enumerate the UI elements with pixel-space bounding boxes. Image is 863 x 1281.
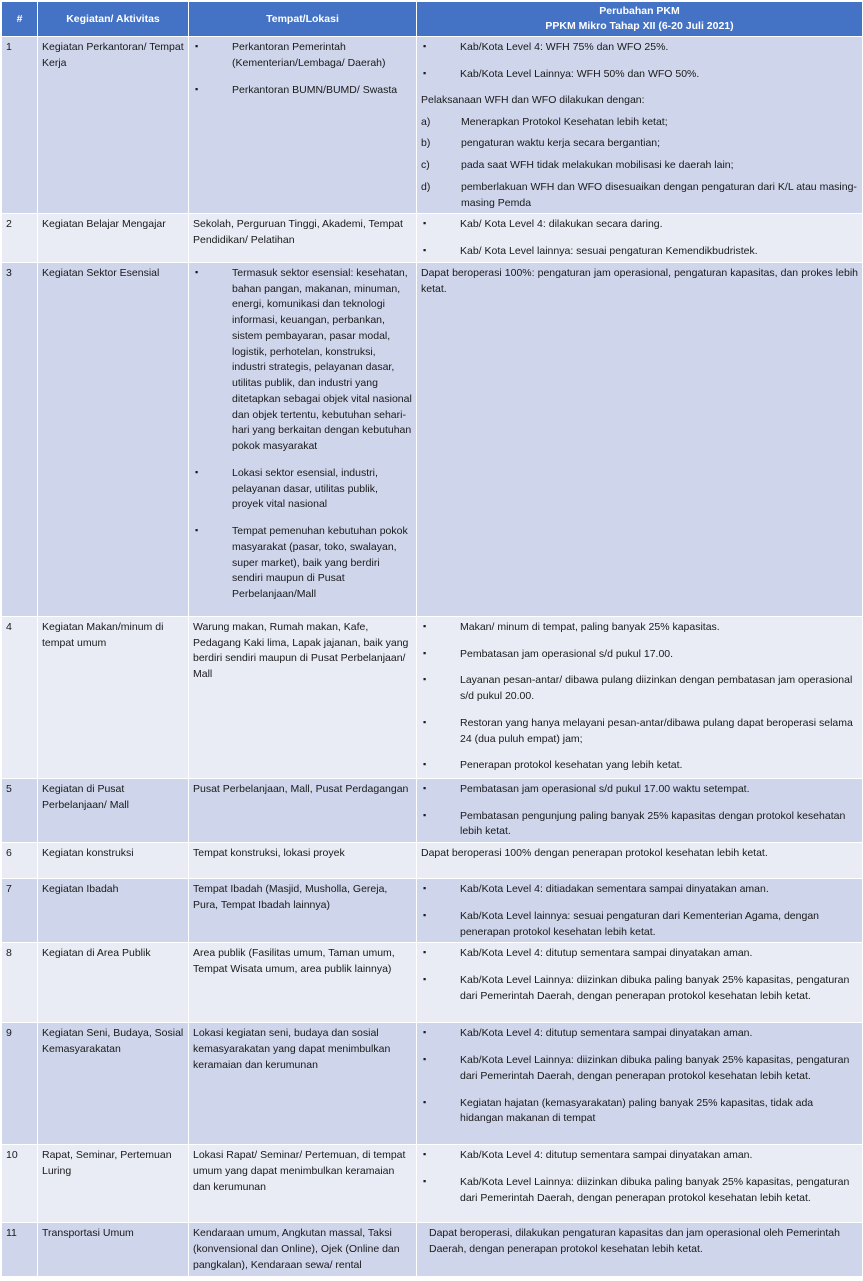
row-change xyxy=(417,616,863,778)
change-text: Dapat beroperasi, dilakukan pengaturan kapasitas dan jam operasional oleh Pemerintah Daerah, dengan penerapan protokol kesehatan lebih ketat. xyxy=(429,1227,840,1256)
table-row xyxy=(2,879,863,943)
row-place: Tempat konstruksi, lokasi proyek xyxy=(189,843,417,879)
lettered-text: pada saat WFH tidak melakukan mobilisasi ke daerah lain; xyxy=(461,159,734,172)
row-place: Warung makan, Rumah makan, Kafe, Pedagang Kaki lima, Lapak jajanan, baik yang berdiri sendiri maupun di Pusat Perbelanjaan/ Mall xyxy=(189,616,417,778)
change-item: ▪ Pembatasan jam operasional s/d pukul 17.00. xyxy=(421,647,858,663)
place-item: ▪ Tempat pemenuhan kebutuhan pokok masyarakat (pasar, toko, swalayan, super market), baik yang berdiri sendiri maupun di Pusat Perbelanjaan/Mall xyxy=(193,524,412,603)
change-item: ▪ Makan/ minum di tempat, paling banyak 25% kapasitas. xyxy=(421,620,858,636)
row-activity: Kegiatan Ibadah xyxy=(38,879,189,943)
table-row xyxy=(2,1023,863,1145)
row-activity: Kegiatan konstruksi xyxy=(38,843,189,879)
row-activity: Kegiatan Belajar Mengajar xyxy=(38,214,189,263)
row-number: 8 xyxy=(2,943,38,1023)
lettered-text: Menerapkan Protokol Kesehatan lebih ketat; xyxy=(461,115,668,128)
row-activity: Transportasi Umum xyxy=(38,1223,189,1276)
row-change xyxy=(417,943,863,1023)
row-change xyxy=(417,778,863,842)
change-item: ▪ Kab/Kota Level 4: ditutup sementara sampai dinyatakan aman. xyxy=(421,946,858,962)
table-row xyxy=(2,262,863,616)
change-item: ▪ Kab/Kota Level lainnya: sesuai pengaturan dari Kementerian Agama, dengan penerapan protokol kesehatan lebih ketat. xyxy=(421,909,858,941)
row-number: 1 xyxy=(2,37,38,214)
row-change xyxy=(417,1023,863,1145)
lettered-marker: c) xyxy=(421,159,430,172)
row-number: 4 xyxy=(2,616,38,778)
row-number: 3 xyxy=(2,262,38,616)
lettered-marker: a) xyxy=(421,115,431,128)
row-places xyxy=(189,37,417,214)
lettered-item xyxy=(421,136,858,152)
row-number: 11 xyxy=(2,1223,38,1276)
lettered-text: pengaturan waktu kerja secara bergantian; xyxy=(461,137,661,150)
header-change-line1: Perubahan PKM xyxy=(599,5,680,17)
change-item: ▪ Kab/Kota Level 4: ditutup sementara sampai dinyatakan aman. xyxy=(421,1026,858,1042)
row-number: 5 xyxy=(2,778,38,842)
lettered-text: pemberlakuan WFH dan WFO disesuaikan dengan pengaturan dari K/L atau masing-masing Pemda xyxy=(461,180,857,209)
ppkm-rules-table xyxy=(1,1,863,1277)
header-place: Tempat/Lokasi xyxy=(189,2,417,37)
change-item: ▪ Kab/Kota Level 4: ditutup sementara sampai dinyatakan aman. xyxy=(421,1148,858,1164)
place-item: ▪ Termasuk sektor esensial: kesehatan, bahan pangan, makanan, minuman, energi, komunikasi dan teknologi informasi, keuangan, perbankan, sistem pembayaran, pasar modal, logistik, perhotelan, konstruksi, industri strategis, pelayanan dasar, utilitas publik, dan industri yang ditetapkan sebagai objek vital nasional dan objek tertentu, kebutuhan sehari-hari yang berkaitan dengan kebutuhan pokok masyarakat xyxy=(193,266,412,455)
change-item: ▪ Kegiatan hajatan (kemasyarakatan) paling banyak 25% kapasitas, tidak ada hidangan makanan di tempat xyxy=(421,1096,858,1128)
row-change xyxy=(417,1145,863,1223)
change-item: ▪ Pembatasan pengunjung paling banyak 25% kapasitas dengan protokol kesehatan lebih ketat. xyxy=(421,809,858,841)
row-place: Lokasi kegiatan seni, budaya dan sosial kemasyarakatan yang dapat menimbulkan keramaian dan kerumunan xyxy=(189,1023,417,1145)
row-activity: Rapat, Seminar, Pertemuan Luring xyxy=(38,1145,189,1223)
change-item: ▪ Kab/Kota Level 4: ditiadakan sementara sampai dinyatakan aman. xyxy=(421,882,858,898)
table-row xyxy=(2,1223,863,1276)
change-item: ▪ Kab/Kota Level Lainnya: diizinkan dibuka paling banyak 25% kapasitas, pengaturan dari Pemerintah Daerah, dengan penerapan protokol kesehatan lebih ketat. xyxy=(421,1053,858,1085)
place-item: ▪ Perkantoran BUMN/BUMD/ Swasta xyxy=(193,83,412,99)
change-item: ▪ Kab/ Kota Level lainnya: sesuai pengaturan Kemendikbudristek. xyxy=(421,244,858,260)
lettered-item xyxy=(421,158,858,174)
place-item: ▪ Perkantoran Pemerintah (Kementerian/Lembaga/ Daerah) xyxy=(193,40,412,72)
row-activity: Kegiatan Seni, Budaya, Sosial Kemasyarakatan xyxy=(38,1023,189,1145)
change-item: ▪ Kab/Kota Level Lainnya: diizinkan dibuka paling banyak 25% kapasitas, pengaturan dari Pemerintah Daerah, dengan penerapan protokol kesehatan lebih ketat. xyxy=(421,973,858,1005)
row-change xyxy=(417,879,863,943)
change-text: Dapat beroperasi 100%: pengaturan jam operasional, pengaturan kapasitas, dan prokes lebih ketat. xyxy=(421,266,858,295)
table-row xyxy=(2,943,863,1023)
change-text: Dapat beroperasi 100% dengan penerapan protokol kesehatan lebih ketat. xyxy=(421,847,768,860)
change-item: ▪ Kab/ Kota Level 4: dilakukan secara daring. xyxy=(421,217,858,233)
change-item: ▪ Kab/Kota Level Lainnya: WFH 50% dan WFO 50%. xyxy=(421,67,858,83)
row-place: Tempat Ibadah (Masjid, Musholla, Gereja, Pura, Tempat Ibadah lainnya) xyxy=(189,879,417,943)
row-place: Area publik (Fasilitas umum, Taman umum, Tempat Wisata umum, area publik lainnya) xyxy=(189,943,417,1023)
change-item: ▪ Kab/Kota Level 4: WFH 75% dan WFO 25%. xyxy=(421,40,858,56)
row-change xyxy=(417,262,863,616)
row-number: 7 xyxy=(2,879,38,943)
lettered-marker: d) xyxy=(421,180,431,193)
table-row xyxy=(2,616,863,778)
change-item: ▪ Pembatasan jam operasional s/d pukul 17.00 waktu setempat. xyxy=(421,782,858,798)
change-item: ▪ Restoran yang hanya melayani pesan-antar/dibawa pulang dapat beroperasi selama 24 (dua puluh empat) jam; xyxy=(421,716,858,748)
row-place: Pusat Perbelanjaan, Mall, Pusat Perdagangan xyxy=(189,778,417,842)
row-activity: Kegiatan Makan/minum di tempat umum xyxy=(38,616,189,778)
row-number: 6 xyxy=(2,843,38,879)
header-change-line2: PPKM Mikro Tahap XII (6-20 Juli 2021) xyxy=(545,20,734,33)
table-row xyxy=(2,778,863,842)
lettered-item xyxy=(421,180,858,212)
row-change xyxy=(417,1223,863,1276)
row-activity: Kegiatan Sektor Esensial xyxy=(38,262,189,616)
table-row xyxy=(2,37,863,214)
table-row xyxy=(2,214,863,263)
row-change xyxy=(417,37,863,214)
row-places xyxy=(189,262,417,616)
row-number: 9 xyxy=(2,1023,38,1145)
change-item: ▪ Layanan pesan-antar/ dibawa pulang diizinkan dengan pembatasan jam operasional s/d pukul 20.00. xyxy=(421,673,858,705)
change-item: ▪ Penerapan protokol kesehatan yang lebih ketat. xyxy=(421,758,858,774)
row-change xyxy=(417,214,863,263)
row-number: 2 xyxy=(2,214,38,263)
row-place: Sekolah, Perguruan Tinggi, Akademi, Tempat Pendidikan/ Pelatihan xyxy=(189,214,417,263)
change-item: ▪ Kab/Kota Level Lainnya: diizinkan dibuka paling banyak 25% kapasitas, pengaturan dari Pemerintah Daerah, dengan penerapan protokol kesehatan lebih ketat. xyxy=(421,1175,858,1207)
row-number: 10 xyxy=(2,1145,38,1223)
row-activity: Kegiatan Perkantoran/ Tempat Kerja xyxy=(38,37,189,214)
row-change xyxy=(417,843,863,879)
table-row xyxy=(2,1145,863,1223)
row-activity: Kegiatan di Pusat Perbelanjaan/ Mall xyxy=(38,778,189,842)
header-number: # xyxy=(2,2,38,37)
place-item: ▪ Lokasi sektor esensial, industri, pelayanan dasar, utilitas publik, proyek vital nasional xyxy=(193,466,412,513)
table-row xyxy=(2,843,863,879)
table-header-row xyxy=(2,2,863,37)
header-change xyxy=(417,2,863,37)
row-place: Lokasi Rapat/ Seminar/ Pertemuan, di tempat umum yang dapat menimbulkan keramaian dan kerumunan xyxy=(189,1145,417,1223)
lettered-marker: b) xyxy=(421,137,431,150)
row-place: Kendaraan umum, Angkutan massal, Taksi (konvensional dan Online), Ojek (Online dan pangkalan), Kendaraan sewa/ rental xyxy=(189,1223,417,1276)
lettered-item xyxy=(421,115,858,131)
change-note: Pelaksanaan WFH dan WFO dilakukan dengan: xyxy=(421,93,645,106)
header-activity: Kegiatan/ Aktivitas xyxy=(38,2,189,37)
row-activity: Kegiatan di Area Publik xyxy=(38,943,189,1023)
